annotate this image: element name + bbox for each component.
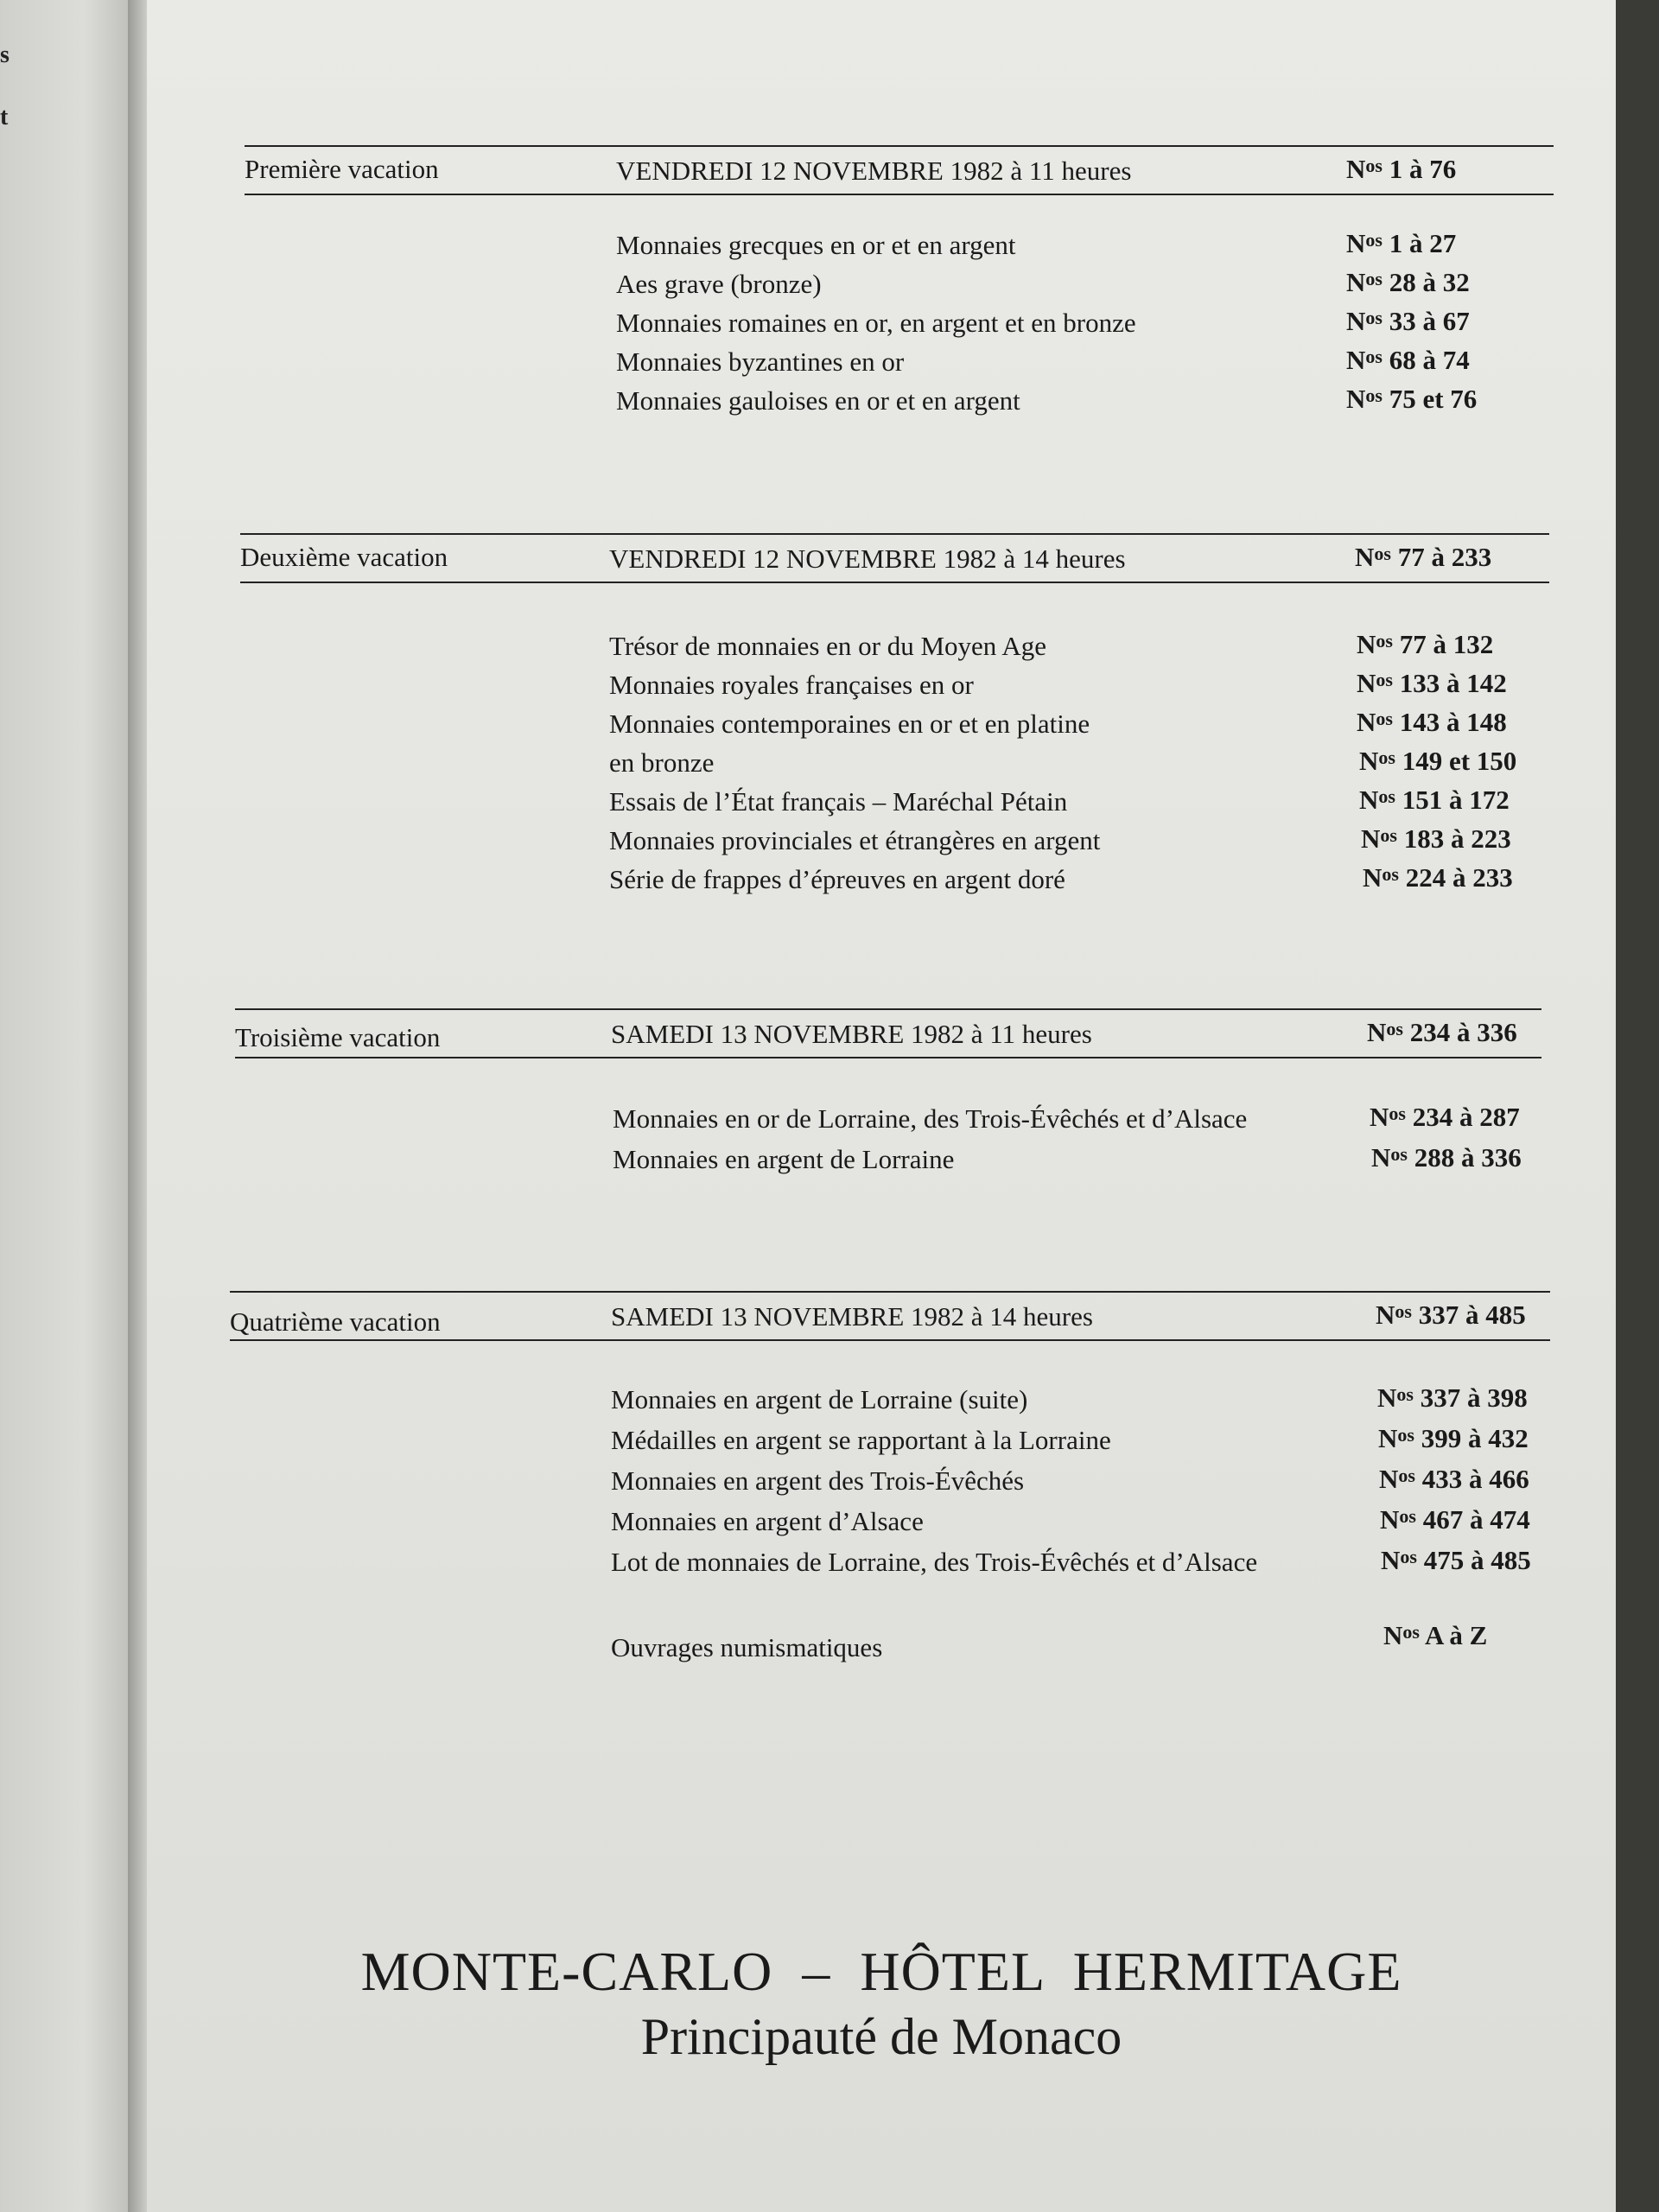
lot-range: $N^{os}$ 234 à 336: [1367, 1017, 1517, 1047]
list-item: Médailles en argent se rapportant à la Lorraine $N^{os}$ 399 à 432: [611, 1423, 1529, 1455]
section-header: [235, 1008, 1541, 1058]
section-header: [230, 1291, 1550, 1341]
vacation-label: Deuxième vacation: [240, 542, 448, 572]
lot-list: [240, 631, 1549, 903]
venue-subtitle: Principauté de Monaco: [640, 2008, 1122, 2065]
section-header: [240, 533, 1549, 583]
vacation-label: Quatrième vacation: [230, 1306, 441, 1337]
vacation-label: Première vacation: [245, 154, 439, 184]
list-item: Monnaies grecques en or et en argent $N^{os}$ 1 à 27: [616, 228, 1457, 260]
lot-list: [235, 1103, 1541, 1183]
left-page-mark: t: [0, 104, 9, 130]
section-vacation-2: [240, 533, 1549, 903]
list-item: en bronze $N^{os}$ 149 et 150: [609, 746, 1517, 778]
session-date: SAMEDI 13 NOVEMBRE 1982 à 11 heures: [611, 1019, 1092, 1049]
list-item: Monnaies romaines en or, en argent et en bronze $N^{os}$ 33 à 67: [616, 306, 1470, 338]
session-date: VENDREDI 12 NOVEMBRE 1982 à 14 heures: [609, 543, 1126, 574]
list-item: Monnaies en argent des Trois-Évêchés $N^{os}$ 433 à 466: [611, 1464, 1529, 1496]
list-item: Monnaies provinciales et étrangères en argent $N^{os}$ 183 à 223: [609, 823, 1511, 855]
lot-list: [245, 230, 1554, 424]
list-item: Monnaies en or de Lorraine, des Trois-Évêchés et d’Alsace $N^{os}$ 234 à 287: [613, 1102, 1520, 1134]
section-vacation-4: [230, 1291, 1550, 1662]
list-item: Monnaies royales françaises en or $N^{os}$ 133 à 142: [609, 668, 1507, 700]
list-item: Monnaies en argent de Lorraine $N^{os}$ 288 à 336: [613, 1142, 1522, 1174]
list-item: Monnaies en argent d’Alsace $N^{os}$ 467 à 474: [611, 1504, 1530, 1536]
session-date: SAMEDI 13 NOVEMBRE 1982 à 14 heures: [611, 1301, 1093, 1332]
list-item: Lot de monnaies de Lorraine, des Trois-Évêchés et d’Alsace $N^{os}$ 475 à 485: [611, 1545, 1531, 1577]
lot-range: $N^{os}$ 1 à 76: [1346, 154, 1457, 184]
list-item: Monnaies gauloises en or et en argent $N^{os}$ 75 et 76: [616, 384, 1478, 416]
section-header: [245, 145, 1554, 195]
list-item: Monnaies byzantines en or $N^{os}$ 68 à 74: [616, 345, 1470, 377]
venue-title: MONTE-CARLO – HÔTEL HERMITAGE: [360, 1941, 1402, 2002]
section-vacation-1: [245, 145, 1554, 424]
session-date: VENDREDI 12 NOVEMBRE 1982 à 11 heures: [616, 156, 1132, 186]
lot-list: [230, 1384, 1550, 1662]
list-item: Essais de l’État français – Maréchal Pétain $N^{os}$ 151 à 172: [609, 785, 1510, 817]
list-item: Aes grave (bronze) $N^{os}$ 28 à 32: [616, 267, 1470, 299]
list-item-extra: Ouvrages numismatiques $N^{os}$ A à Z: [611, 1620, 1488, 1662]
left-page-mark: s: [0, 41, 10, 68]
venue-footer: [147, 1940, 1616, 2067]
left-page-edge: [0, 0, 140, 2212]
section-vacation-3: [235, 1008, 1541, 1183]
background-edge: [1616, 0, 1659, 2212]
list-item: Monnaies en argent de Lorraine (suite) $N^{os}$ 337 à 398: [611, 1382, 1528, 1414]
vacation-label: Troisième vacation: [235, 1022, 441, 1052]
list-item: Série de frappes d’épreuves en argent doré $N^{os}$ 224 à 233: [609, 862, 1513, 894]
list-item: Monnaies contemporaines en or et en platine $N^{os}$ 143 à 148: [609, 707, 1507, 739]
list-item: Trésor de monnaies en or du Moyen Age $N^{os}$ 77 à 132: [609, 629, 1494, 661]
lot-range: $N^{os}$ 337 à 485: [1376, 1300, 1526, 1330]
lot-range: $N^{os}$ 77 à 233: [1355, 542, 1492, 572]
